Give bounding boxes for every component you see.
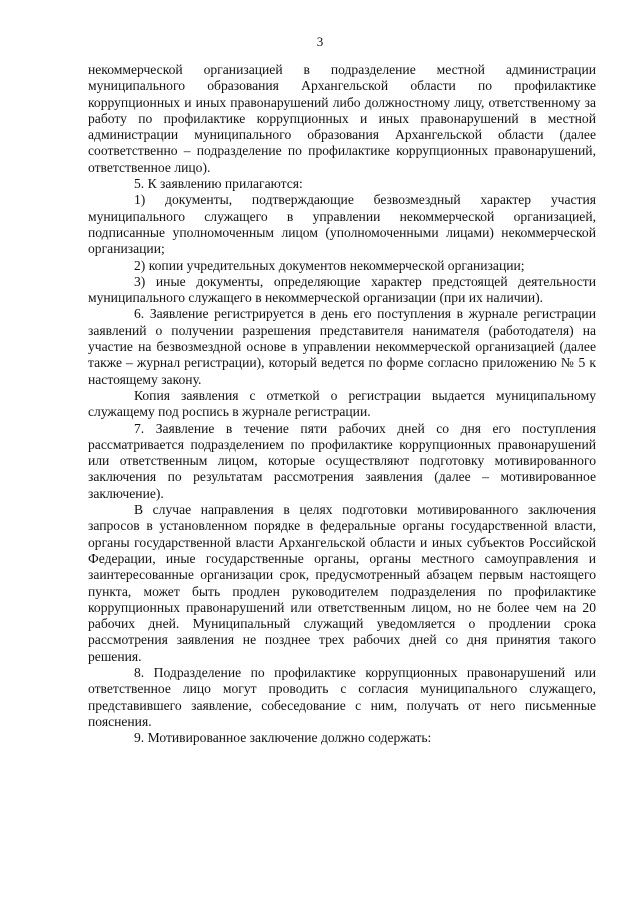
document-body xyxy=(88,62,596,746)
page-number: 3 xyxy=(316,34,324,49)
paragraph-item-8: 8. Подразделение по профилактике коррупционных правонарушений или ответственное лицо могут проводить с согласия муниципального служащего, представившего заявление, собеседование с ним, получать от него письменные пояснения. xyxy=(88,664,596,729)
paragraph-item-6: 6. Заявление регистрируется в день его поступления в журнале регистрации заявлений о получении разрешения представителя нанимателя (работодателя) на участие на безвозмездной основе в управлении некоммерческой организацией (далее также – журнал регистрации), который ведется по форме согласно приложению № 5 к настоящему закону. xyxy=(88,306,596,387)
paragraph-item-7: 7. Заявление в течение пяти рабочих дней со дня его поступления рассматривается подразделением по профилактике коррупционных правонарушений или ответственным лицом, которые осуществляют подготовку мотивированного заключения по результатам рассмотрения заявления (далее – мотивированное заключение). xyxy=(88,420,596,501)
paragraph-subitem-3: 3) иные документы, определяющие характер предстоящей деятельности муниципального служащего в некоммерческой организации (при их наличии). xyxy=(88,273,596,306)
paragraph-subitem-2: 2) копии учредительных документов некоммерческой организации; xyxy=(134,257,525,273)
paragraph-copy-registration: Копия заявления с отметкой о регистрации выдается муниципальному служащему под роспись в журнале регистрации. xyxy=(88,387,596,420)
paragraph-extension: В случае направления в целях подготовки мотивированного заключения запросов в установленном порядке в федеральные органы государственной власти, органы государственной власти Архангельской области и иных субъектов Российской Федерации, иные государственные органы, органы местного самоуправления и заинтересованные организации срок, предусмотренный абзацем первым настоящего пункта, может быть продлен руководителем подразделения по профилактике коррупционных правонарушений или ответственным лицом, но не более чем на 20 рабочих дней. Муниципальный служащий уведомляется о продлении срока рассмотрения заявления не позднее трех рабочих дней со дня принятия такого решения. xyxy=(88,502,596,664)
paragraph-subitem-1: 1) документы, подтверждающие безвозмездный характер участия муниципального служащего в управлении некоммерческой организацией, подписанные уполномоченным лицом (уполномоченными лицами) некоммерческой организации; xyxy=(88,192,596,257)
paragraph-item-9: 9. Мотивированное заключение должно содержать: xyxy=(134,730,432,746)
paragraph-continuation: некоммерческой организацией в подразделение местной администрации муниципального образования Архангельской области по профилактике коррупционных и иных правонарушений либо должностному лицу, ответственному за работу по профилактике коррупционных и иных правонарушений в местной администрации муниципального образования Архангельской области (далее соответственно – подразделение по профилактике коррупционных правонарушений, ответственное лицо). xyxy=(88,62,596,175)
paragraph-item-5: 5. К заявлению прилагаются: xyxy=(134,176,303,192)
